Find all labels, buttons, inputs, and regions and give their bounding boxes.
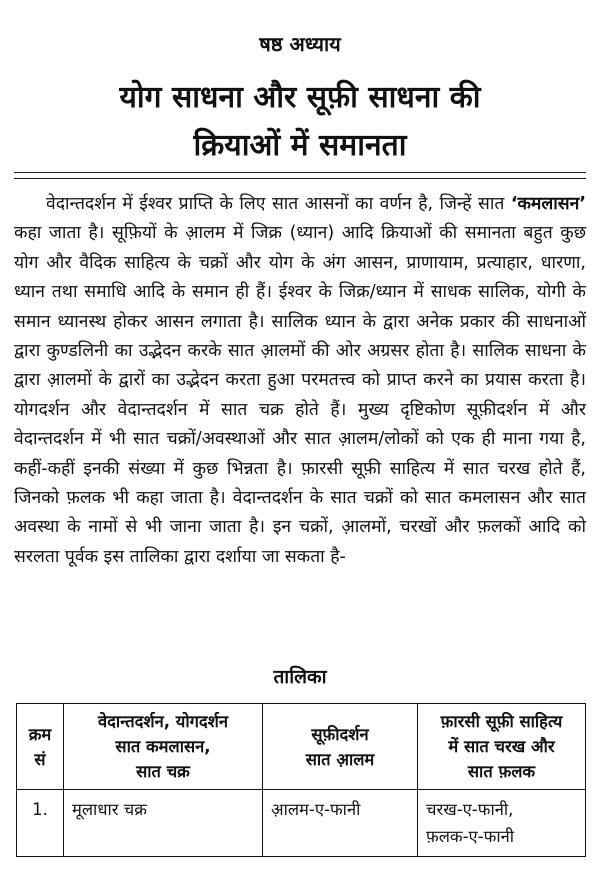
header-vedanta-line-3: सात चक्र [136, 762, 190, 781]
header-serial-line-2: सं [34, 749, 46, 769]
table-row [17, 790, 586, 857]
cell-sufi: आ़लम-ए-फानी [263, 790, 418, 857]
cell-farsi-line-1: चरख-ए-फानी, [426, 800, 514, 819]
title-divider-top [14, 172, 586, 173]
table-caption: तालिका [273, 666, 327, 688]
header-vedanta-line-2: सात कमलासन, [115, 737, 211, 756]
header-serial [17, 704, 64, 790]
title-line-2: क्रियाओं में समानता [193, 128, 407, 163]
header-farsi-line-3: सात फ़लक [467, 762, 536, 781]
page-title [0, 74, 600, 170]
paragraph-text-rest: कहा जाता है। सूफ़ियों के आ़लम में जिक्र (ध्यान) आदि क्रियाओं की समानता बहुत कुछ योग और वैदिक साहित्य के चक्रों और योग के अंग आसन, प्राणायाम, प्रत्याहार, धारणा, ध्यान तथा समाधि आदि के समान ही हैं। ईश्वर के जिक्र/ध्यान में साधक सालिक, योगी के समान ध्यानस्थ होकर आसन लगाता है। सालिक ध्यान के द्वारा अनेक प्रकार की साधनाओं द्वारा कुण्डलिनी का उद्भेदन करके सात आ़लमों की ओर अग्रसर होता है। सालिक साधना के द्वारा आ़लमों के द्वारों का उद्भेदन करता हुआ परमतत्त्व को प्राप्त करने का प्रयास करता है। योगदर्शन और वेदान्तदर्शन में सात चक्र होते हैं। मुख्य दृष्टिकोण सूफ़ीदर्शन में और वेदान्तदर्शन में भी सात चक्रों/अवस्थाओं और सात आ़लम/लोकों को एक ही माना गया है, कहीं-कहीं इनकी संख्या में कुछ भिन्नता है। फ़ारसी सूफ़ी साहित्य में सात चरख होते हैं, जिनको फ़लक भी कहा जाता है। वेदान्तदर्शन के सात चक्रों को सात कमलासन और सात अवस्था के नामों से भी जाना जाता है। इन चक्रों, आ़लमों, चरखों और फ़लकों आदि को सरलता पूर्वक इस तालिका द्वारा दर्शाया जा सकता है- [14, 223, 586, 567]
header-farsi-line-1: फ़ारसी सूफ़ी साहित्य [440, 712, 563, 731]
header-farsi-line-2: में सात चरख और [448, 737, 555, 756]
body-paragraph [14, 190, 586, 572]
header-sufi [263, 704, 418, 790]
cell-serial: 1. [17, 790, 64, 857]
title-line-1: योग साधना और सूफ़ी साधना की [119, 80, 481, 115]
cell-farsi [418, 790, 586, 857]
chapter-heading: षष्ठ अध्याय [259, 32, 341, 56]
cell-vedanta: मूलाधार चक्र [64, 790, 263, 857]
title-divider-bottom [14, 178, 586, 179]
header-sufi-line-2: सात आ़लम [305, 749, 375, 769]
cell-farsi-line-2: फ़लक-ए-फानी [426, 827, 515, 846]
header-vedanta [64, 704, 263, 790]
comparison-table [16, 703, 586, 857]
paragraph-highlight-term: ‘कमलासन’ [510, 194, 586, 214]
header-sufi-line-1: सूफ़ीदर्शन [311, 724, 369, 744]
header-vedanta-line-1: वेदान्तदर्शन, योगदर्शन [97, 712, 229, 731]
table-header-row [17, 704, 586, 790]
paragraph-text-start: वेदान्तदर्शन में ईश्वर प्राप्ति के लिए सात आसनों का वर्णन है, जिन्हें सात [46, 194, 511, 214]
header-serial-line-1: क्रम [28, 724, 52, 744]
header-farsi [418, 704, 586, 790]
